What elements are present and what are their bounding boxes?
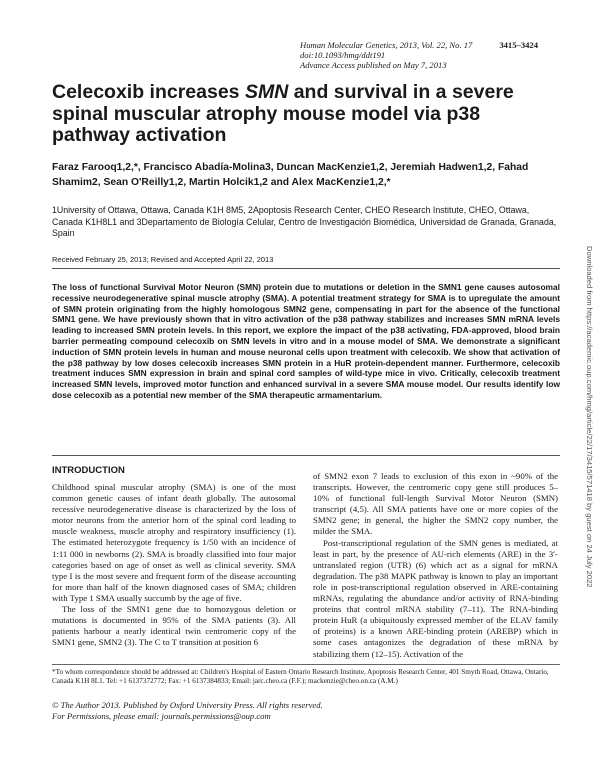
affiliations: 1University of Ottawa, Ottawa, Canada K1H 8M5, 2Apoptosis Research Center, CHEO Research Institute, CHEO, Ottawa, Canada K1H8L1 and 3Departamento de Biología Celular, Centro de Investigación Biomédica, Universidad de Granada, Granada, Spain	[52, 205, 557, 238]
footnote-divider	[52, 664, 560, 665]
abstract: The loss of functional Survival Motor Neuron (SMN) protein due to mutations or deletion in the SMN1 gene causes autosomal recessive neurodegenerative spinal muscle atrophy (SMA). A potential treatment strategy for SMA is to upregulate the amount of SMN protein originating from the highly homologous SMN2 gene, compensating in part for the absence of the functional SMN1 gene. We have previously shown that in vitro activation of the p38 pathway stabilizes and increases SMN mRNA levels leading to increased SMN protein levels. In this report, we explore the impact of the p38 activating, FDA-approved, blood brain barrier permeating compound celecoxib on SMN levels in vitro and in a mouse model of SMA. We demonstrate a significant induction of SMN protein levels in human and mouse neuronal cells upon treatment with celecoxib. We show that activation of the p38 pathway by low doses celecoxib increases SMN protein in a HuR protein-dependent manner. Furthermore, celecoxib treatment induces SMN expression in brain and spinal cord samples of wild-type mice in vivo. Critically, celecoxib treatment increased SMN levels, improved motor function and enhanced survival in a severe SMA mouse model. Our results identify low dose celecoxib as a potential new member of the SMA therapeutic armamentarium.	[52, 282, 560, 400]
column-right	[313, 471, 558, 660]
copyright-line: © The Author 2013. Published by Oxford University Press. All rights reserved.	[52, 700, 323, 710]
gene-name-italic: SMN	[244, 81, 289, 103]
intro-paragraph-3: of SMN2 exon 7 leads to exclusion of this exon in ~90% of the transcripts. However, the centromeric copy gene still produces 5–10% of functional full-length Survival Motor Neuron (SMN) transcript (4,5). All SMA patients have one or more copies of the SMN2 gene; in general, the higher the SMN2 copy number, the milder the SMA.	[313, 471, 558, 537]
column-left	[52, 482, 296, 648]
advance-access: Advance Access published on May 7, 2013	[300, 60, 447, 70]
received-dates: Received February 25, 2013; Revised and Accepted April 22, 2013	[52, 255, 274, 264]
section-heading-introduction: INTRODUCTION	[52, 465, 125, 476]
divider-bottom	[52, 455, 560, 456]
intro-paragraph-1: Childhood spinal muscular atrophy (SMA) is one of the most common genetic causes of infant death globally. The autosomal recessive neurodegenerative disease is characterized by the loss of motor neurons from the anterior horn of the spinal cord leading to muscle weakness, muscle atrophy and respiratory insufficiency (1). The estimated heterozygote frequency is 1/50 with an incidence of 1:11 000 in newborns (2). SMA is broadly classified into four major categories based on age of onset as well as clinical severity. SMA type I is the most severe and frequent form of the disease accounting for more than half of the known diagnosed cases of SMA; children with Type 1 SMA usually succumb by the age of five.	[52, 482, 296, 603]
correspondence-footnote: *To whom correspondence should be addressed at: Children's Hospital of Eastern Ontario Research Institute, Apoptosis Research Center, 401 Smyth Road, Ottawa, Ontario, Canada K1H 8L1. Tel: +1 6137372772; Fax: +1 6137384833; Email: jarc.cheo.ca (F.F.); mackenzie@cheo.on.ca (A.M.)	[52, 668, 549, 685]
divider-top	[52, 268, 560, 269]
doi[interactable]: doi:10.1093/hmg/ddt191	[300, 50, 386, 60]
journal-citation: Human Molecular Genetics, 2013, Vol. 22, No. 17	[300, 40, 473, 50]
download-notice[interactable]: Downloaded from https://academic.oup.com/hmg/article/22/17/3415/571418 by guest on 24 July 2022	[585, 246, 594, 588]
article-title: Celecoxib increases SMN and survival in a severe spinal muscular atrophy mouse model via p38 pathway activation	[52, 81, 514, 146]
intro-paragraph-4: Post-transcriptional regulation of the SMN genes is mediated, at least in part, by the presence of AU-rich elements (ARE) in the 3′-untranslated region (UTR) (6) which act as a signal for mRNA degradation. The p38 MAPK pathway is known to play an important role in post-transcriptional regulation observed in ARE-containing mRNAs, regulating the abundance and/or activity of RNA-binding proteins that control mRNA stability (7–11). The RNA-binding protein HuR (a ubiquitously expressed member of the ELAV family of proteins) is a known ARE-binding protein (AREBP) which in some cases antagonizes the degradation of these mRNA by stabilizing them (12–15). Activation of the	[313, 537, 558, 659]
page-range: 3415–3424	[499, 40, 538, 50]
permissions-line: For Permissions, please email: journals.permissions@oup.com	[52, 711, 271, 721]
author-list: Faraz Farooq1,2,*, Francisco Abadía-Molina3, Duncan MacKenzie1,2, Jeremiah Hadwen1,2, Fahad Shamim2, Sean O'Reilly1,2, Martin Holcik1,2 and Alex MacKenzie1,2,*	[52, 162, 529, 188]
intro-paragraph-2: The loss of the SMN1 gene due to homozygous deletion or mutations is documented in 95% of the SMA patients (3). All patients harbour a nearly identical twin centromeric copy of the SMN1 gene, SMN2 (3). The C to T transition at position 6	[52, 604, 296, 648]
download-sidebar	[584, 246, 594, 588]
journal-header	[300, 40, 538, 70]
copyright-block	[52, 700, 552, 722]
